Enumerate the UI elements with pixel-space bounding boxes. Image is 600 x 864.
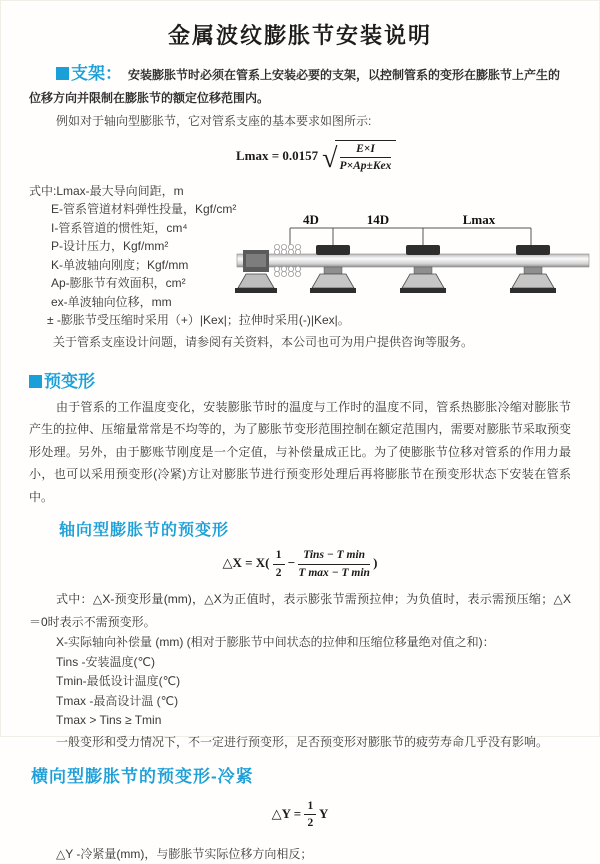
- axial-explain: 式中：△X-预变形量(mm)，△X为正值时，表示膨张节需预拉伸；为负值时，表示需预压缩；△X＝0时表示不需预变形。: [29, 592, 571, 629]
- guide-support: [400, 245, 446, 293]
- formula-dx-minus: −: [287, 555, 296, 571]
- support-example-line: 例如对于轴向型膨胀节，它对管系支座的基本要求如图所示:: [56, 114, 372, 128]
- guide-support: [310, 245, 356, 293]
- section-marker-icon: [29, 375, 42, 388]
- formula-dy-num: 1: [304, 799, 316, 815]
- document-page: [1, 1, 599, 864]
- formula-dx-lhs: △X = X(: [222, 555, 270, 571]
- formula-lmax: [236, 140, 571, 174]
- formula-delta-x: [29, 548, 571, 580]
- formula-dx-close: ): [373, 555, 378, 571]
- definition-line: I-管系管道的惯性矩，cm⁴: [51, 220, 188, 235]
- formula-dy-rhs: Y: [318, 805, 329, 821]
- formula-dx-half-den: 2: [275, 566, 282, 579]
- page-title: 金属波纹膨胀节安装说明: [167, 23, 432, 48]
- definition-line: ± -膨胀节受压缩时采用（+）|Kex|；拉伸时采用(-)|Kex|。: [47, 313, 350, 328]
- section-support-header: 支架：: [71, 64, 122, 83]
- definition-line: K-单波轴向刚度；Kgf/mm: [51, 257, 189, 272]
- formula-dy-den: 2: [307, 816, 314, 829]
- definition-line: ex-单波轴向位移，mm: [51, 294, 172, 309]
- axial-closing: 一般变形和受力情况下，不一定进行预变形，足否预变形对膨胀节的疲劳寿命几乎没有影响。: [56, 734, 549, 749]
- definition-line: 式中:Lmax-最大导向间距，m: [29, 183, 184, 198]
- formula-delta-y: [29, 799, 571, 831]
- formula-dx-t-den: T max − T min: [298, 566, 370, 579]
- formula-lmax-numerator: E×I: [340, 142, 392, 158]
- pipe-support-diagram: [233, 210, 593, 306]
- axial-item: Tins -安装温度(℃): [56, 654, 156, 669]
- formula-dy-lhs: △Y =: [271, 805, 302, 821]
- dimension-label-lmax: Lmax: [462, 211, 496, 227]
- axial-subsection-header: 轴向型膨胀节的预变形: [59, 522, 230, 540]
- formula-lmax-lhs: Lmax = 0.0157: [236, 147, 319, 163]
- dimension-label-4d: 4D: [303, 211, 319, 227]
- formula-dx-half-num: 1: [273, 548, 285, 564]
- formula-lmax-denominator: P×Ap±Kex: [339, 160, 392, 173]
- axial-item: Tmax -最高设计温 (℃): [56, 693, 179, 708]
- definition-line: Ap-膨胀节有效面积，cm²: [51, 276, 186, 291]
- definitions-block: [29, 182, 571, 330]
- section-predeform-header: 预变形: [29, 367, 571, 392]
- support-intro-paragraph: [29, 62, 571, 110]
- definition-line: P-设计压力，Kgf/mm²: [51, 239, 169, 254]
- section-marker-icon: [56, 67, 69, 80]
- lateral-subsection-header: 横向型膨胀节的预变形-冷紧: [31, 766, 254, 786]
- support-note: 关于管系支座设计问题，请参阅有关资料，本公司也可为用户提供咨询等服务。: [53, 334, 474, 349]
- axial-item: Tmin-最低设计温度(℃): [56, 674, 181, 688]
- lateral-note: △Y -冷紧量(mm)，与膨胀节实际位移方向相反；: [56, 847, 313, 862]
- pipe: [237, 254, 589, 267]
- predeform-body: 由于管系的工作温度变化，安装膨胀节时的温度与工作时的温度不同，管系热膨胀冷缩对膨胀节产生的拉伸、压缩量常常是不均等的，为了膨胀节变形范围控制在额定范围内，需要对膨胀节采取预变形处理。另外，由于膨账节刚度是一个定值，与补偿量成正比。为了使膨胀节位移对管系的作用力最小，也可以采用预变形(冷紧)方让对膨胀节进行预变形处理后再将膨胀节在预变形状态下安装在管系中。: [29, 399, 571, 504]
- sqrt-radical-icon: √: [322, 142, 338, 174]
- dimension-label-14d: 14D: [366, 211, 390, 227]
- formula-dx-t-num: Tins − T min: [298, 548, 370, 564]
- axial-item: X-实际轴向补偿量 (mm) (相对于膨胀节中间状态的拉伸和压缩位移量绝对值之和)：: [56, 635, 495, 649]
- guide-support: [510, 245, 556, 293]
- support-intro-text: 安装膨胀节时必须在管系上安装必要的支架，以控制管系的变形在膨胀节上产生的位移方向并限制在膨胀节的额定位移范围内。: [29, 68, 561, 105]
- axial-item: Tmax > Tins ≥ Tmin: [56, 713, 162, 727]
- definition-line: E-管系管道材料弹性投量，Kgf/cm²: [51, 202, 237, 217]
